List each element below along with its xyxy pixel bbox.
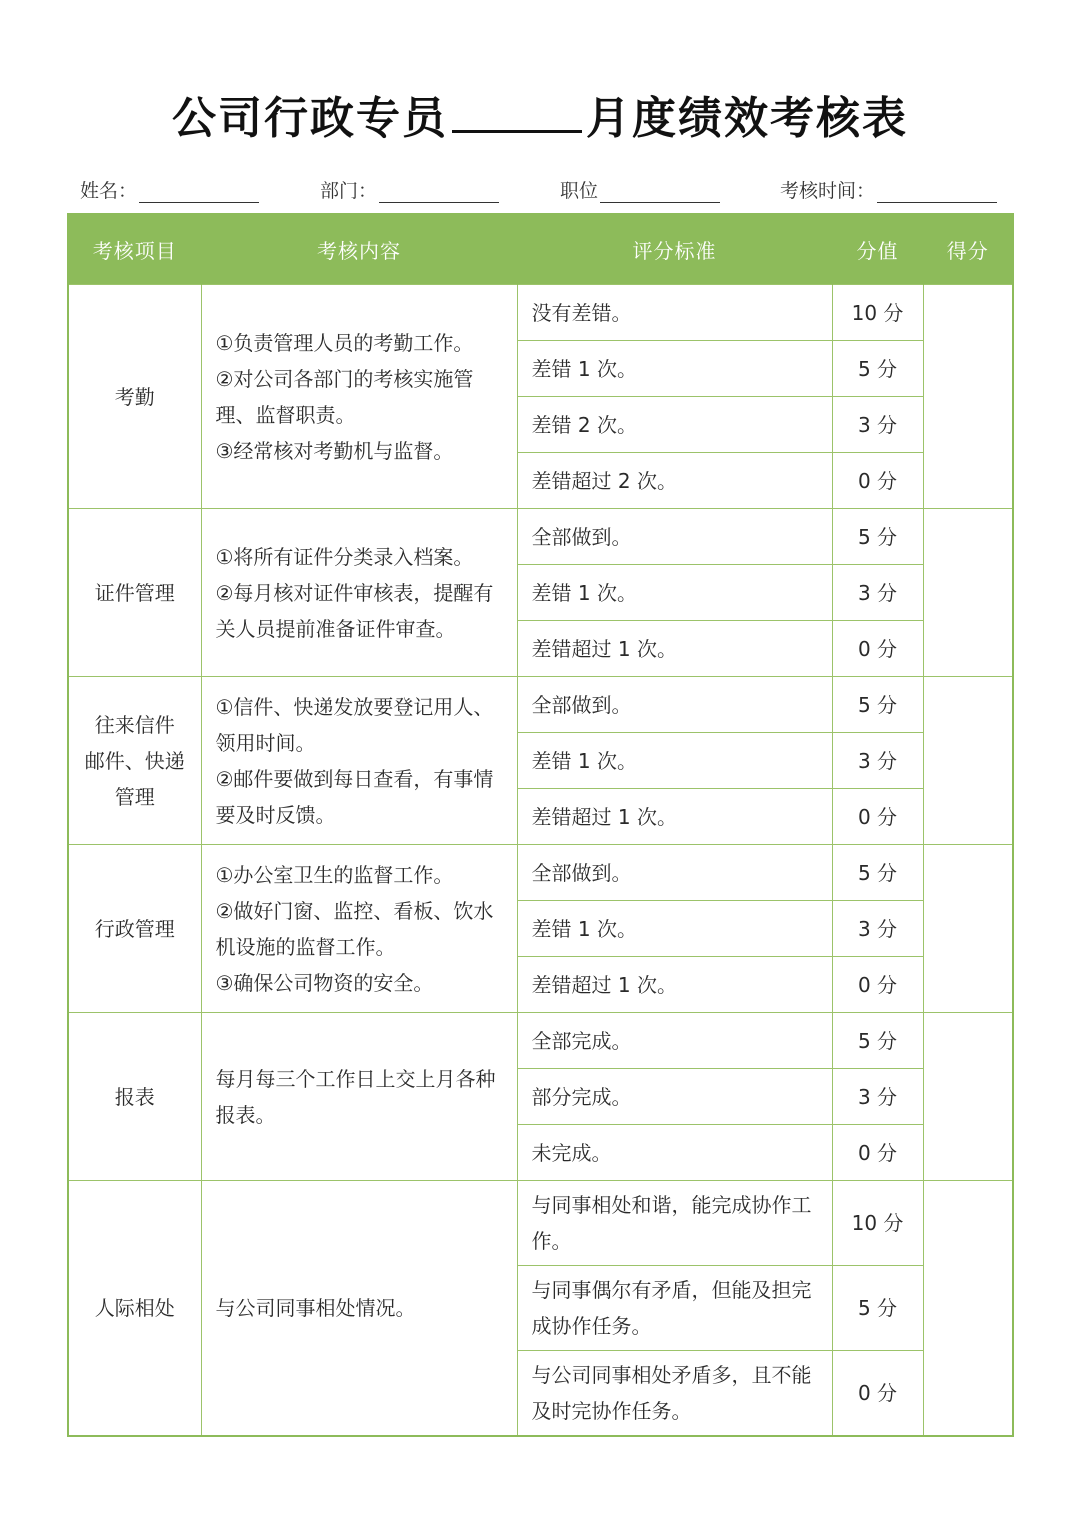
criterion-cell: 差错超过 1 次。 <box>517 789 832 845</box>
criterion-cell: 与公司同事相处矛盾多，且不能及时完协作任务。 <box>517 1351 832 1437</box>
table-row <box>68 285 1013 341</box>
score-cell: 3 分 <box>832 733 923 789</box>
criterion-cell: 差错 1 次。 <box>517 341 832 397</box>
appraisal-table <box>67 213 1014 1437</box>
content-cell <box>201 1013 517 1181</box>
criterion-cell: 差错超过 1 次。 <box>517 957 832 1013</box>
form-title <box>0 82 1080 146</box>
score-cell: 0 分 <box>832 1125 923 1181</box>
table-header-row <box>68 214 1013 285</box>
score-cell: 5 分 <box>832 845 923 901</box>
content-line: 与公司同事相处情况。 <box>215 1296 416 1320</box>
name-input-line[interactable] <box>139 182 259 203</box>
category-cell <box>68 285 201 509</box>
category-cell <box>68 677 201 845</box>
criterion-cell: 全部做到。 <box>517 677 832 733</box>
criterion-cell: 差错超过 2 次。 <box>517 453 832 509</box>
criterion-cell: 差错超过 1 次。 <box>517 621 832 677</box>
content-line: ③经常核对考勤机与监督。 <box>215 438 454 463</box>
got-score-cell[interactable] <box>923 285 1013 509</box>
content-line: ①将所有证件分类录入档案。 <box>215 544 474 569</box>
category-line: 报表 <box>114 1084 155 1109</box>
dept-label: 部门： <box>320 180 378 202</box>
category-cell <box>68 1013 201 1181</box>
name-field <box>80 176 259 203</box>
position-field <box>560 176 720 203</box>
criterion-cell: 部分完成。 <box>517 1069 832 1125</box>
got-score-cell[interactable] <box>923 1181 1013 1437</box>
content-cell <box>201 285 517 509</box>
table-row <box>68 845 1013 901</box>
category-line: 证件管理 <box>94 580 175 605</box>
content-line: ①办公室卫生的监督工作。 <box>215 862 454 887</box>
title-suffix: 月度绩效考核表 <box>586 93 908 144</box>
title-prefix: 公司行政专员 <box>172 93 448 144</box>
score-cell: 0 分 <box>832 789 923 845</box>
criterion-cell: 差错 2 次。 <box>517 397 832 453</box>
position-input-line[interactable] <box>600 182 720 203</box>
category-cell <box>68 1181 201 1437</box>
score-cell: 5 分 <box>832 509 923 565</box>
category-line: 考勤 <box>114 384 155 409</box>
got-score-cell[interactable] <box>923 509 1013 677</box>
time-input-line[interactable] <box>877 182 997 203</box>
table-row <box>68 677 1013 733</box>
score-cell: 0 分 <box>832 621 923 677</box>
got-score-cell[interactable] <box>923 677 1013 845</box>
table-row <box>68 1013 1013 1069</box>
content-cell <box>201 509 517 677</box>
header-score-value: 分值 <box>832 214 923 285</box>
score-cell: 5 分 <box>832 341 923 397</box>
content-cell <box>201 677 517 845</box>
category-line: 往来信件 <box>94 712 175 737</box>
category-line: 行政管理 <box>94 916 175 941</box>
content-line: ①信件、快递发放要登记用人、领用时间。 <box>215 694 494 755</box>
time-label: 考核时间： <box>780 180 876 202</box>
criterion-cell: 与同事偶尔有矛盾，但能及担完成协作任务。 <box>517 1266 832 1351</box>
score-cell: 10 分 <box>832 1181 923 1266</box>
criterion-cell: 全部做到。 <box>517 509 832 565</box>
got-score-cell[interactable] <box>923 1013 1013 1181</box>
content-line: 每月每三个工作日上交上月各种报表。 <box>215 1066 496 1127</box>
criterion-cell: 差错 1 次。 <box>517 565 832 621</box>
info-row <box>80 176 1010 208</box>
criterion-cell: 没有差错。 <box>517 285 832 341</box>
score-cell: 0 分 <box>832 957 923 1013</box>
criterion-cell: 差错 1 次。 <box>517 901 832 957</box>
month-blank-field[interactable] <box>452 94 582 133</box>
dept-field <box>320 176 499 203</box>
category-line: 邮件、快递 <box>84 748 185 773</box>
score-cell: 5 分 <box>832 1013 923 1069</box>
category-line: 管理 <box>114 784 155 809</box>
criterion-cell: 全部完成。 <box>517 1013 832 1069</box>
got-score-cell[interactable] <box>923 845 1013 1013</box>
content-line: ①负责管理人员的考勤工作。 <box>215 330 474 355</box>
content-line: ②做好门窗、监控、看板、饮水机设施的监督工作。 <box>215 898 494 959</box>
content-line: ②每月核对证件审核表，提醒有关人员提前准备证件审查。 <box>215 580 494 641</box>
time-field <box>780 176 997 203</box>
score-cell: 3 分 <box>832 565 923 621</box>
header-criteria: 评分标准 <box>517 214 832 285</box>
content-line: ③确保公司物资的安全。 <box>215 970 434 995</box>
category-line: 人际相处 <box>94 1296 175 1320</box>
criterion-cell: 未完成。 <box>517 1125 832 1181</box>
score-cell: 10 分 <box>832 285 923 341</box>
position-label: 职位 <box>560 180 599 202</box>
content-line: ②对公司各部门的考核实施管理、监督职责。 <box>215 366 474 427</box>
score-cell: 3 分 <box>832 1069 923 1125</box>
table-row <box>68 509 1013 565</box>
table-row <box>68 1181 1013 1266</box>
criterion-cell: 全部做到。 <box>517 845 832 901</box>
header-item: 考核项目 <box>68 214 201 285</box>
header-content: 考核内容 <box>201 214 517 285</box>
score-cell: 5 分 <box>832 1266 923 1351</box>
score-cell: 3 分 <box>832 397 923 453</box>
score-cell: 0 分 <box>832 453 923 509</box>
dept-input-line[interactable] <box>379 182 499 203</box>
criterion-cell: 与同事相处和谐，能完成协作工作。 <box>517 1181 832 1266</box>
content-line: ②邮件要做到每日查看，有事情要及时反馈。 <box>215 766 494 827</box>
content-cell <box>201 845 517 1013</box>
criterion-cell: 差错 1 次。 <box>517 733 832 789</box>
content-cell <box>201 1181 517 1437</box>
score-cell: 5 分 <box>832 677 923 733</box>
score-cell: 3 分 <box>832 901 923 957</box>
score-cell: 0 分 <box>832 1351 923 1437</box>
name-label: 姓名： <box>80 180 138 202</box>
category-cell <box>68 509 201 677</box>
category-cell <box>68 845 201 1013</box>
header-score-got: 得分 <box>923 214 1013 285</box>
